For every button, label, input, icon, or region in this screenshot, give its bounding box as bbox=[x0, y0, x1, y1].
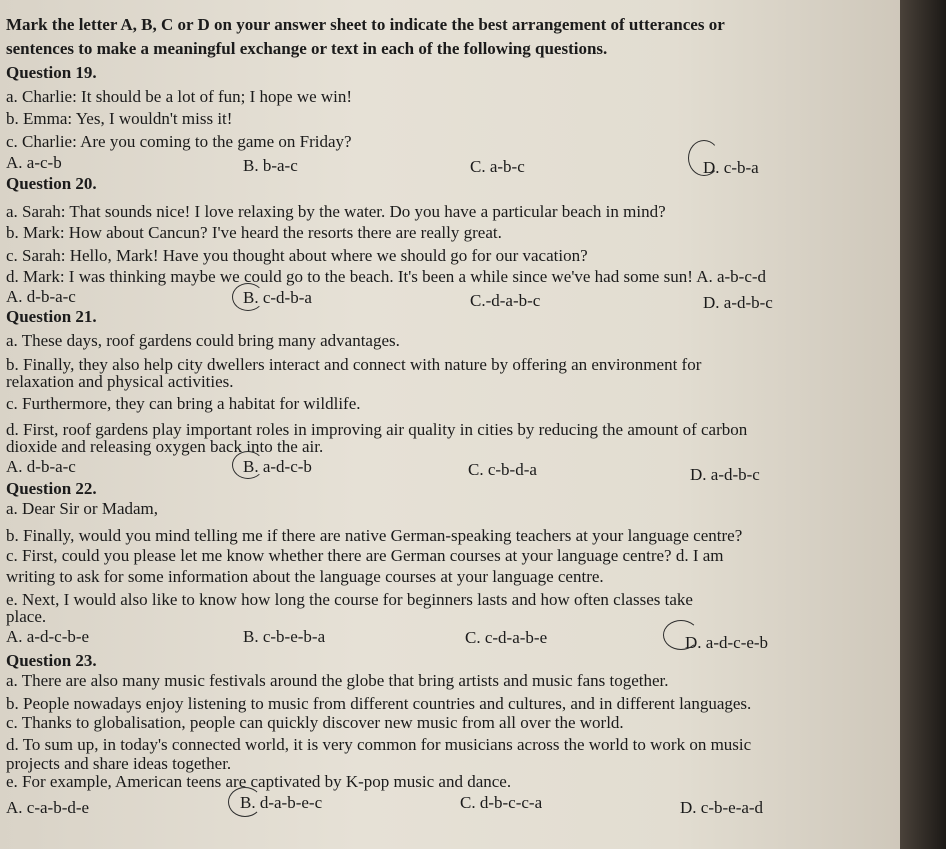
question-item: b. Finally, they also help city dwellers interact and connect with nature by offering an environment for bbox=[6, 355, 702, 374]
page-edge-shadow bbox=[900, 0, 946, 849]
option-d: D. a-d-b-c bbox=[703, 293, 773, 312]
question-item: relaxation and physical activities. bbox=[6, 372, 234, 391]
question-item: a. Charlie: It should be a lot of fun; I hope we win! bbox=[6, 87, 353, 106]
question-title: Question 20. bbox=[6, 174, 97, 193]
option-c: C. c-b-d-a bbox=[468, 460, 537, 479]
question-item: e. Next, I would also like to know how long the course for beginners lasts and how often classes take bbox=[6, 590, 693, 609]
option-b: B. c-b-e-b-a bbox=[243, 627, 326, 646]
question-item: b. Finally, would you mind telling me if there are native German-speaking teachers at your language centre? bbox=[6, 526, 743, 545]
question-item: d. First, roof gardens play important roles in improving air quality in cities by reducing the amount of carbon bbox=[6, 420, 748, 439]
question-item: e. For example, American teens are captivated by K-pop music and dance. bbox=[6, 772, 512, 791]
question-item: c. Sarah: Hello, Mark! Have you thought about where we should go for our vacation? bbox=[6, 246, 588, 265]
question-item: a. These days, roof gardens could bring many advantages. bbox=[6, 331, 400, 350]
option-a: A. a-d-c-b-e bbox=[6, 627, 90, 646]
answer-circle-mark bbox=[663, 620, 699, 650]
option-a: A. a-c-b bbox=[6, 153, 62, 172]
option-c: C. d-b-c-c-a bbox=[460, 793, 543, 812]
question-item: b. People nowadays enjoy listening to music from different countries and cultures, and in different languages. bbox=[6, 694, 752, 713]
question-item: writing to ask for some information about the language courses at your language centre. bbox=[6, 567, 604, 586]
question-item: dioxide and releasing oxygen back into the air. bbox=[6, 437, 324, 456]
answer-circle-mark bbox=[228, 787, 262, 817]
question-title: Question 19. bbox=[6, 63, 97, 82]
option-b: B. d-a-b-e-c bbox=[240, 793, 323, 812]
answer-circle-mark bbox=[232, 283, 264, 311]
question-item: a. There are also many music festivals around the globe that bring artists and music fans together. bbox=[6, 671, 669, 690]
option-b: B. a-d-c-b bbox=[243, 457, 312, 476]
question-item: place. bbox=[6, 607, 47, 626]
option-c: C.-d-a-b-c bbox=[470, 291, 541, 310]
answer-circle-mark bbox=[688, 140, 720, 176]
question-title: Question 22. bbox=[6, 479, 97, 498]
question-item: projects and share ideas together. bbox=[6, 754, 232, 773]
instruction-line: sentences to make a meaningful exchange or text in each of the following questions. bbox=[6, 39, 608, 58]
option-a: A. c-a-b-d-e bbox=[6, 798, 90, 817]
option-b: B. b-a-c bbox=[243, 156, 298, 175]
option-a: A. d-b-a-c bbox=[6, 457, 76, 476]
option-d: D. c-b-e-a-d bbox=[680, 798, 764, 817]
question-item: b. Mark: How about Cancun? I've heard the resorts there are really great. bbox=[6, 223, 502, 242]
answer-circle-mark bbox=[232, 451, 264, 479]
question-item: c. Furthermore, they can bring a habitat for wildlife. bbox=[6, 394, 361, 413]
question-item: c. First, could you please let me know whether there are German courses at your language centre? d. I am bbox=[6, 546, 724, 565]
option-c: C. c-d-a-b-e bbox=[465, 628, 548, 647]
option-c: C. a-b-c bbox=[470, 157, 525, 176]
option-d: D. a-d-c-e-b bbox=[685, 633, 769, 652]
question-title: Question 21. bbox=[6, 307, 97, 326]
option-b: B. c-d-b-a bbox=[243, 288, 312, 307]
question-item: a. Sarah: That sounds nice! I love relaxing by the water. Do you have a particular beach in mind? bbox=[6, 202, 666, 221]
question-item: c. Charlie: Are you coming to the game on Friday? bbox=[6, 132, 352, 151]
question-item: d. Mark: I was thinking maybe we could go to the beach. It's been a while since we've had some sun! A. a-b-c-d bbox=[6, 267, 767, 286]
question-item: c. Thanks to globalisation, people can quickly discover new music from all over the world. bbox=[6, 713, 624, 732]
option-d: D. a-d-b-c bbox=[690, 465, 760, 484]
question-item: d. To sum up, in today's connected world, it is very common for musicians across the world to work on music bbox=[6, 735, 752, 754]
question-item: b. Emma: Yes, I wouldn't miss it! bbox=[6, 109, 233, 128]
option-d: D. c-b-a bbox=[703, 158, 759, 177]
question-title: Question 23. bbox=[6, 651, 97, 670]
question-item: a. Dear Sir or Madam, bbox=[6, 499, 159, 518]
option-a: A. d-b-a-c bbox=[6, 287, 76, 306]
instruction-line: Mark the letter A, B, C or D on your answer sheet to indicate the best arrangement of utterances or bbox=[6, 15, 725, 34]
